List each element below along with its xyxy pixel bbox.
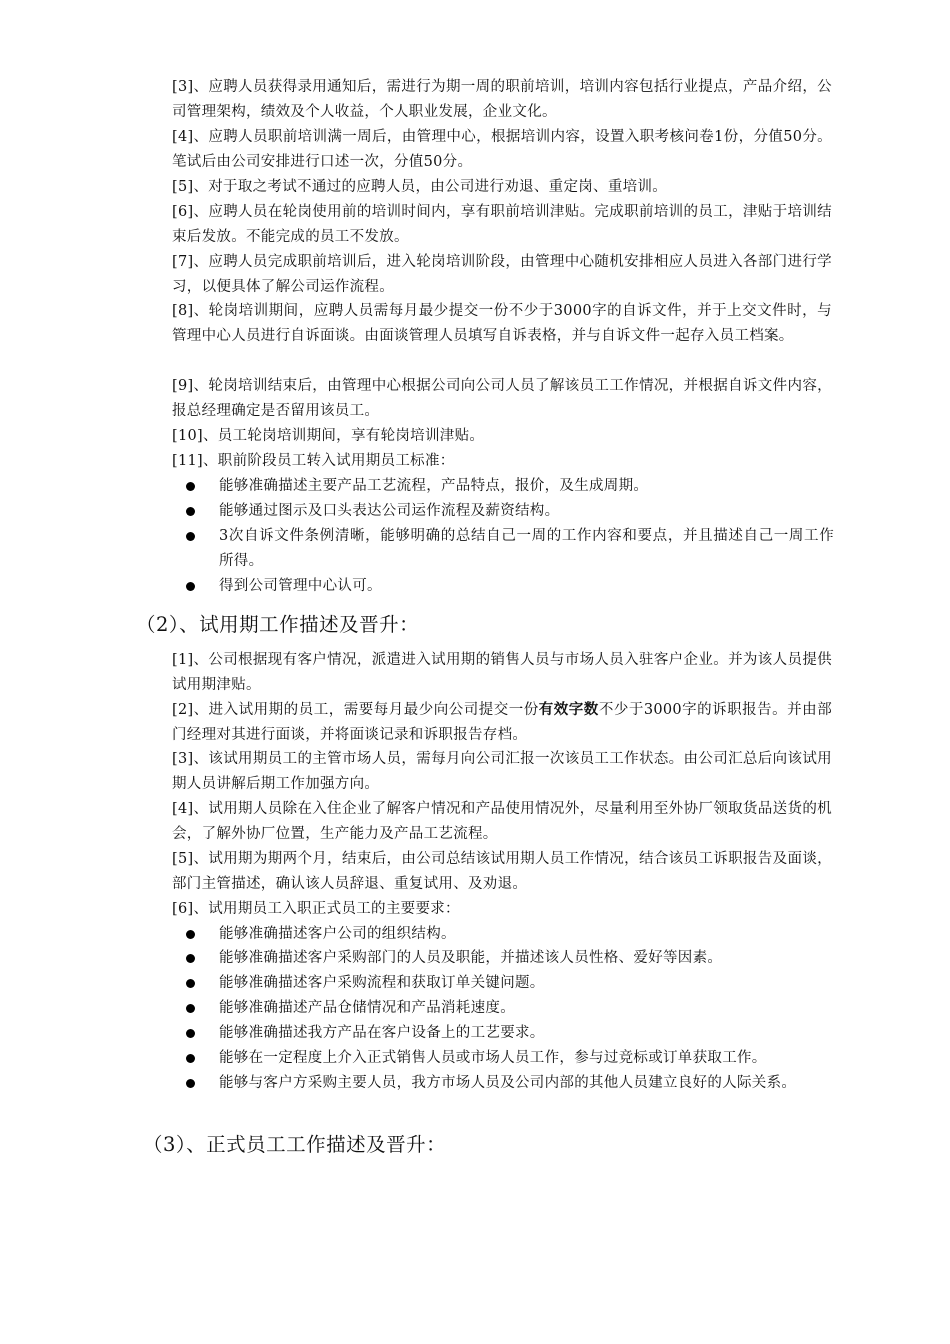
list-item: [4]、试用期人员除在入住企业了解客户情况和产品使用情况外，尽量利用至外协厂领取货品送货的机会，了解外协厂位置，生产能力及产品工艺流程。 bbox=[172, 801, 832, 842]
bullet-item: 能够准确描述我方产品在客户设备上的工艺要求。 bbox=[186, 1021, 834, 1046]
list-item: [6]、试用期员工入职正式员工的主要要求： bbox=[172, 901, 460, 917]
list-item: [10]、员工轮岗培训期间，享有轮岗培训津贴。 bbox=[172, 428, 485, 444]
bullet-dot-icon bbox=[186, 979, 195, 988]
bullet-item: 能够准确描述客户采购部门的人员及职能，并描述该人员性格、爱好等因素。 bbox=[186, 946, 834, 971]
list-item: [3]、应聘人员获得录用通知后，需进行为期一周的职前培训，培训内容包括行业提点，产品介绍，公司管理架构，绩效及个人收益，个人职业发展，企业文化。 bbox=[172, 79, 832, 120]
bullet-item: 能够准确描述主要产品工艺流程，产品特点，报价，及生成周期。 bbox=[186, 474, 834, 499]
bullet-dot-icon bbox=[186, 1029, 195, 1038]
list-item: [3]、该试用期员工的主管市场人员，需每月向公司汇报一次该员工工作状态。由公司汇总后向该试用期人员讲解后期工作加强方向。 bbox=[172, 751, 832, 792]
list-item: [6]、应聘人员在轮岗使用前的培训时间内，享有职前培训津贴。完成职前培训的员工，津贴于培训结束后发放。不能完成的员工不发放。 bbox=[172, 204, 832, 245]
list-item: [1]、公司根据现有客户情况，派遣进入试用期的销售人员与市场人员入驻客户企业。并为该人员提供试用期津贴。 bbox=[172, 652, 832, 693]
bullet-dot-icon bbox=[186, 532, 195, 541]
bullet-dot-icon bbox=[186, 930, 195, 939]
bullet-item: 能够通过图示及口头表达公司运作流程及薪资结构。 bbox=[186, 499, 834, 524]
bullet-item: 能够与客户方采购主要人员，我方市场人员及公司内部的其他人员建立良好的人际关系。 bbox=[186, 1071, 834, 1096]
bullet-dot-icon bbox=[186, 1079, 195, 1088]
list-item: [5]、试用期为期两个月，结束后，由公司总结该试用期人员工作情况，结合该员工诉职报告及面谈，部门主管描述，确认该人员辞退、重复试用、及劝退。 bbox=[172, 851, 832, 892]
emphasis-text: 有效字数 bbox=[538, 702, 599, 718]
list-item: [11]、职前阶段员工转入试用期员工标准： bbox=[172, 453, 455, 469]
bullet-dot-icon bbox=[186, 954, 195, 963]
bullet-item: 3次自诉文件条例清晰，能够明确的总结自己一周的工作内容和要点，并且描述自己一周工作所得。 bbox=[186, 524, 834, 574]
bullet-dot-icon bbox=[186, 1004, 195, 1013]
list-item: [8]、轮岗培训期间，应聘人员需每月最少提交一份不少于3000字的自诉文件，并于上交文件时，与管理中心人员进行自诉面谈。由面谈管理人员填写自诉表格，并与自诉文件一起存入员工档案。 bbox=[172, 303, 832, 344]
bullet-dot-icon bbox=[186, 507, 195, 516]
bullet-dot-icon bbox=[186, 482, 195, 491]
bullet-dot-icon bbox=[186, 582, 195, 591]
list-item: [5]、对于取之考试不通过的应聘人员，由公司进行劝退、重定岗、重培训。 bbox=[172, 179, 668, 195]
bullet-item: 能够准确描述产品仓储情况和产品消耗速度。 bbox=[186, 996, 834, 1021]
list-item: [4]、应聘人员职前培训满一周后，由管理中心，根据培训内容，设置入职考核问卷1份，分值50分。笔试后由公司安排进行口述一次，分值50分。 bbox=[172, 129, 832, 170]
bullet-item: 得到公司管理中心认可。 bbox=[186, 574, 834, 599]
list-item: [7]、应聘人员完成职前培训后，进入轮岗培训阶段，由管理中心随机安排相应人员进入各部门进行学习，以便具体了解公司运作流程。 bbox=[172, 254, 832, 295]
list-item: [9]、轮岗培训结束后，由管理中心根据公司向公司人员了解该员工工作情况，并根据自诉文件内容，报总经理确定是否留用该员工。 bbox=[172, 378, 832, 419]
list-item: [2]、进入试用期的员工，需要每月最少向公司提交一份有效字数不少于3000字的诉职报告。并由部门经理对其进行面谈，并将面谈记录和诉职报告存档。 bbox=[172, 702, 832, 743]
section-heading: （2）、试用期工作描述及晋升： bbox=[136, 613, 420, 636]
bullet-dot-icon bbox=[186, 1054, 195, 1063]
bullet-item: 能够准确描述客户采购流程和获取订单关键问题。 bbox=[186, 971, 834, 996]
bullet-item: 能够准确描述客户公司的组织结构。 bbox=[186, 922, 834, 947]
bullet-item: 能够在一定程度上介入正式销售人员或市场人员工作，参与过竞标或订单获取工作。 bbox=[186, 1046, 834, 1071]
section-heading: （3）、正式员工工作描述及晋升： bbox=[143, 1133, 447, 1156]
